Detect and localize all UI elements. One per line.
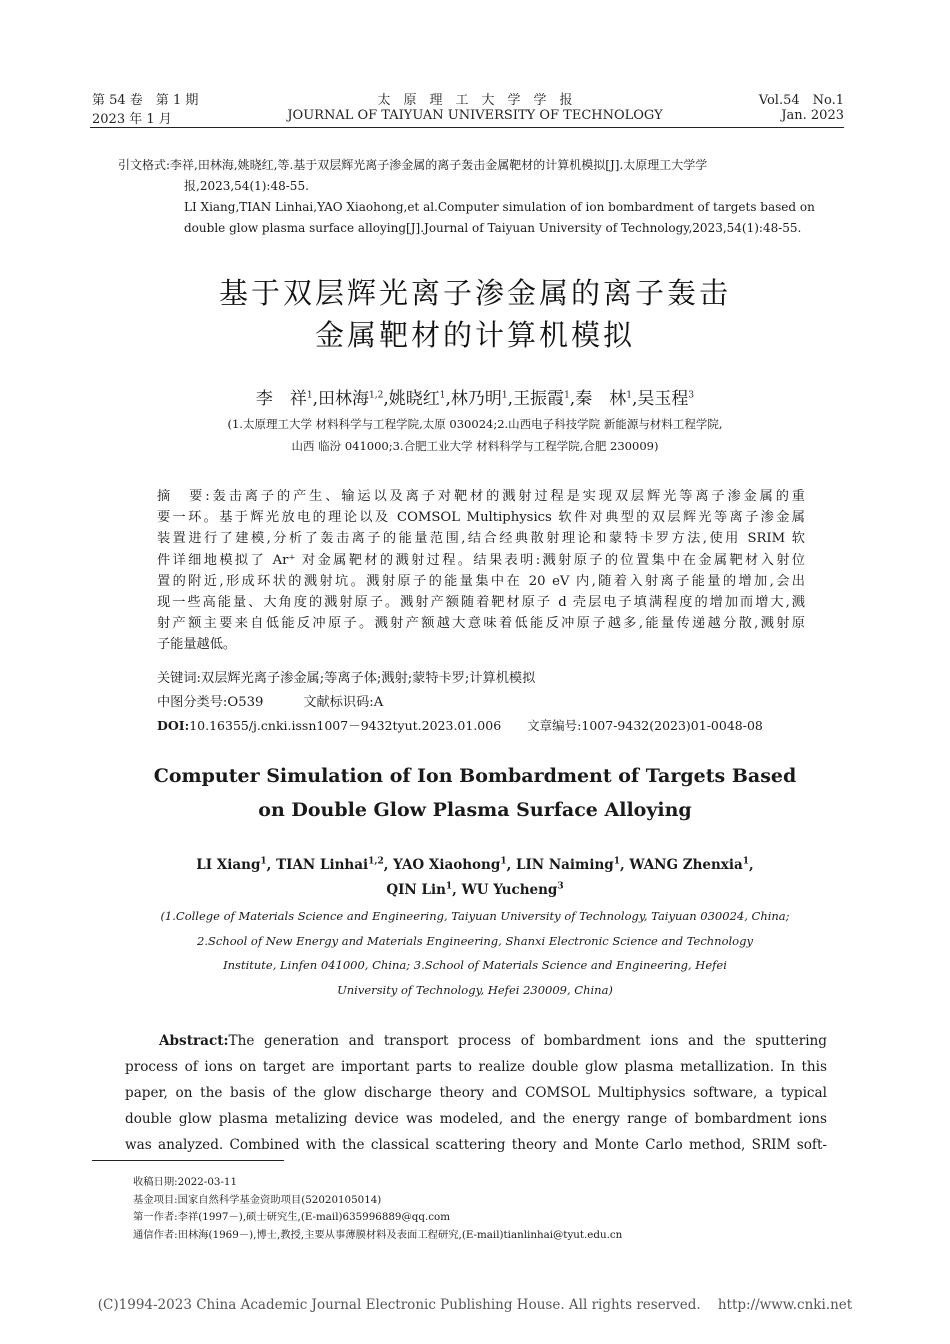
abstract-cn-line: 射产额主要来自低能反冲原子。溅射产额越大意味着低能反冲原子越多,能量传递越分散,溅射原 — [157, 616, 805, 632]
abstract-cn-line: 件详细地模拟了 Ar⁺ 对金属靶材的溅射过程。结果表明:溅射原子的位置集中在金属靶材入射位 — [157, 552, 805, 568]
footnote-fund: 基金项目:国家自然科学基金资助项目(52020105014) — [133, 1193, 382, 1206]
classification: 中图分类号:O539 文献标识码:A — [157, 695, 384, 710]
abstract-cn-line: 现一些高能量、大角度的溅射原子。溅射产额随着靶材原子 d 壳层电子填满程度的增加而增大,溅 — [157, 595, 805, 611]
header-date-cn: 2023 年 1 月 — [92, 112, 172, 127]
abstract-en-line: Abstract:The generation and transport process of bombardment ions and the sputtering — [159, 1033, 827, 1049]
header-volume-issue: 第 54 卷 第 1 期 — [92, 93, 199, 108]
authors-en-line1: LI Xiang$^1$, TIAN Linhai$^{1,2}$, YAO Xiaohong$^1$, LIN Naiming$^1$, WANG Zhenxia$^1$, — [196, 856, 754, 873]
author-cn: 姚晓红$^1$ — [388, 389, 446, 409]
author-en: WANG Zhenxia$^1$ — [629, 856, 749, 873]
author-cn: 王振霞$^1$ — [513, 389, 570, 409]
footnote-first-author: 第一作者:李祥(1997－),硕士研究生,(E-mail)635996889@qq.com — [133, 1211, 450, 1223]
abstract-cn-label: 摘 要: — [157, 489, 210, 504]
title-cn-line2: 金属靶材的计算机模拟 — [314, 318, 635, 352]
author-en: QIN Lin$^1$ — [386, 881, 453, 898]
footnote-rule — [92, 1160, 284, 1161]
title-cn-line1: 基于双层辉光离子渗金属的离子轰击 — [218, 276, 731, 310]
abstract-cn — [157, 486, 805, 656]
abstract-cn-line: 要一环。基于辉光放电的理论以及 COMSOL Multiphysics 软件对典型的双层辉光等离子渗金属 — [157, 510, 805, 526]
citation-line: LI Xiang,TIAN Linhai,YAO Xiaohong,et al.Computer simulation of ion bombardment of targets based on — [184, 200, 815, 214]
header-journal-cn: 太 原 理 工 大 学 学 报 — [377, 93, 573, 108]
author-cn: 秦 林$^1$ — [575, 389, 632, 409]
abstract-cn-line: 装置进行了建模,分析了轰击离子的能量范围,结合经典散射理论和蒙特卡罗方法,使用 SRIM 软 — [157, 531, 805, 547]
author-en: YAO Xiaohong$^1$ — [393, 856, 507, 873]
abstract-en-line: process of ions on target are important parts to realize double glow plasma metallization. In this — [125, 1059, 827, 1075]
abstract-cn-line: 子能量越低。 — [157, 637, 237, 653]
keywords-cn: 关键词:双层辉光离子渗金属;等离子体;溅射;蒙特卡罗;计算机模拟 — [157, 671, 536, 686]
header-date-en: Jan. 2023 — [781, 108, 844, 123]
abstract-en-line: paper, on the basis of the glow discharge theory and COMSOL Multiphysics software, a typical — [125, 1085, 827, 1101]
authors-cn: 李 祥$^1$,田林海$^{1,2}$,姚晓红$^1$,林乃明$^1$,王振霞$^1$,秦 林$^1$,吴玉程$^3$ — [255, 389, 695, 409]
citation-line: 报,2023,54(1):48-55. — [184, 179, 309, 193]
author-cn: 田林海$^{1,2}$ — [318, 389, 384, 409]
abstract-en — [125, 1028, 827, 1158]
abstract-cn-line: 置的附近,形成环状的溅射坑。溅射原子的能量集中在 20 eV 内,随着入射离子能量的增加,会出 — [157, 573, 805, 589]
affiliation-cn-line1: (1.太原理工大学 材料科学与工程学院,太原 030024;2.山西电子科技学院 新能源与材料工程学院, — [227, 417, 723, 431]
abstract-en-line: double glow plasma metalizing device was modeled, and the energy range of bombardment ions — [125, 1111, 827, 1127]
header-journal-en: JOURNAL OF TAIYUAN UNIVERSITY OF TECHNOLOGY — [287, 108, 663, 123]
author-en: TIAN Linhai$^{1,2}$ — [276, 856, 384, 873]
title-en-line2: on Double Glow Plasma Surface Alloying — [258, 799, 692, 821]
author-cn: 吴玉程$^3$ — [637, 389, 695, 409]
footnote-received: 收稿日期:2022-03-11 — [133, 1176, 238, 1188]
affiliation-en-line2: 2.School of New Energy and Materials Engineering, Shanxi Electronic Science and Technology — [197, 934, 753, 948]
doi-line: DOI:10.16355/j.cnki.issn1007－9432tyut.2023.01.006 文章编号:1007-9432(2023)01-0048-08 — [157, 718, 763, 733]
abstract-cn-line: 摘 要:轰击离子的产生、输运以及离子对靶材的溅射过程是实现双层辉光等离子渗金属的重 — [157, 489, 805, 504]
title-en-line1: Computer Simulation of Ion Bombardment of Targets Based — [153, 765, 797, 787]
citation-block — [118, 155, 863, 239]
affiliation-en-line1: (1.College of Materials Science and Engineering, Taiyuan University of Technology, Taiyuan 030024, China; — [160, 909, 790, 923]
footnotes — [133, 1174, 833, 1244]
abstract-en-label: Abstract: — [159, 1033, 229, 1049]
citation-line: 引文格式:李祥,田林海,姚晓红,等.基于双层辉光离子渗金属的离子轰击金属靶材的计算机模拟[J].太原理工大学学 — [118, 158, 708, 172]
author-en: WU Yucheng$^3$ — [461, 881, 564, 898]
author-en: LIN Naiming$^1$ — [515, 856, 620, 873]
header-vol-en: Vol.54 No.1 — [758, 93, 844, 108]
author-cn: 林乃明$^1$ — [450, 389, 508, 409]
author-cn: 李 祥$^1$ — [255, 389, 313, 409]
authors-en-line2: QIN Lin$^1$, WU Yucheng$^3$ — [386, 881, 564, 898]
abstract-en-line: was analyzed. Combined with the classical scattering theory and Monte Carlo method, SRIM soft- — [125, 1137, 827, 1153]
author-en: LI Xiang$^1$ — [196, 856, 267, 873]
affiliation-en-line3: Institute, Linfen 041000, China; 3.School of Materials Science and Engineering, Hefei — [223, 958, 727, 972]
header-rule — [90, 127, 844, 128]
affiliation-cn-line2: 山西 临汾 041000;3.合肥工业大学 材料科学与工程学院,合肥 230009) — [291, 439, 659, 453]
copyright-notice: (C)1994-2023 China Academic Journal Electronic Publishing House. All rights reserved. http://www.cnki.net — [97, 1297, 853, 1313]
citation-line: double glow plasma surface alloying[J].Journal of Taiyuan University of Technology,2023,54(1):48-55. — [184, 221, 802, 235]
footnote-corresponding: 通信作者:田林海(1969－),博士,教授,主要从事薄膜材料及表面工程研究,(E-mail)tianlinhai@tyut.edu.cn — [133, 1228, 623, 1241]
affiliation-en-line4: University of Technology, Hefei 230009, China) — [337, 983, 613, 997]
